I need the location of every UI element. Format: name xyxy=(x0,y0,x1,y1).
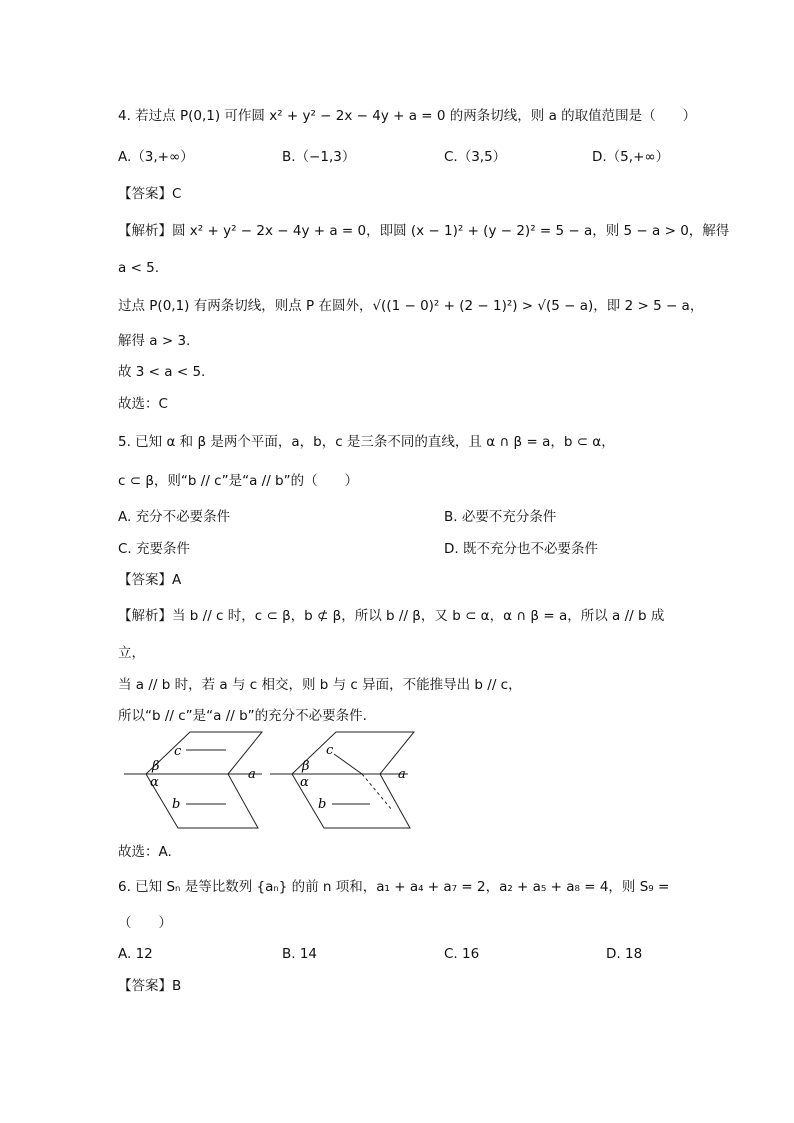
q4-analysis-line-5: 故 3 < a < 5. xyxy=(118,364,206,380)
q4-option-c: C.（3,5） xyxy=(444,149,507,165)
q5-analysis-line-1: 【解析】当 b // c 时，c ⊂ β，b ⊄ β，所以 b // β，又 b ⊂ α，α ∩ β = a，所以 a // b 成 xyxy=(118,608,665,624)
label-c-right: c xyxy=(326,743,334,758)
q5-stem-line-2: c ⊂ β，则“b // c”是“a // b”的（ ） xyxy=(118,473,359,489)
label-b-left: b xyxy=(172,797,181,812)
q4-analysis-line-4: 解得 a > 3. xyxy=(118,333,191,349)
q4-analysis-line-3: 过点 P(0,1) 有两条切线，则点 P 在圆外，√((1 − 0)² + (2 − 1)²) > √(5 − a)，即 2 > 5 − a， xyxy=(118,298,704,314)
q4-option-b: B.（−1,3） xyxy=(282,149,356,165)
q5-option-b: B. 必要不充分条件 xyxy=(444,509,557,525)
label-alpha-right: α xyxy=(300,775,309,790)
label-a-right: a xyxy=(398,767,406,782)
q4-stem: 4. 若过点 P(0,1) 可作圆 x² + y² − 2x − 4y + a = 0 的两条切线，则 a 的取值范围是（ ） xyxy=(118,108,697,124)
diagram-left xyxy=(124,732,262,828)
line-c-hidden xyxy=(362,774,392,810)
q5-stem-line-1: 5. 已知 α 和 β 是两个平面，a，b，c 是三条不同的直线，且 α ∩ β = a，b ⊂ α， xyxy=(118,434,615,450)
q6-option-c: C. 16 xyxy=(444,946,480,962)
label-c-left: c xyxy=(174,744,182,759)
q4-analysis-line-1: 【解析】圆 x² + y² − 2x − 4y + a = 0，即圆 (x − 1)² + (y − 2)² = 5 − a，则 5 − a > 0，解得 xyxy=(118,223,730,239)
q5-option-a: A. 充分不必要条件 xyxy=(118,509,231,525)
q5-option-d: D. 既不充分也不必要条件 xyxy=(444,541,598,557)
q4-conclusion: 故选：C xyxy=(118,396,168,412)
label-a-left: a xyxy=(248,767,256,782)
label-alpha-left: α xyxy=(150,775,159,790)
planes-diagram xyxy=(118,728,418,832)
q6-stem-bracket: （ ） xyxy=(118,915,172,931)
label-b-right: b xyxy=(318,797,327,812)
q4-option-a: A.（3,+∞） xyxy=(118,149,194,165)
q5-option-c: C. 充要条件 xyxy=(118,541,191,557)
q5-analysis-line-3: 当 a // b 时，若 a 与 c 相交，则 b 与 c 异面，不能推导出 b // c， xyxy=(118,677,522,693)
plane-alpha-left xyxy=(146,774,258,828)
q5-conclusion: 故选：A. xyxy=(118,844,172,860)
q6-option-b: B. 14 xyxy=(282,946,318,962)
q6-stem: 6. 已知 Sₙ 是等比数列 {aₙ} 的前 n 项和，a₁ + a₄ + a₇ = 2，a₂ + a₅ + a₈ = 4，则 S₉ = xyxy=(118,879,670,895)
q5-answer: 【答案】A xyxy=(118,572,182,588)
q6-answer: 【答案】B xyxy=(118,978,182,994)
plane-beta-left xyxy=(146,732,262,774)
q5-analysis-line-4: 所以“b // c”是“a // b”的充分不必要条件. xyxy=(118,708,367,724)
plane-alpha-right xyxy=(292,774,410,828)
label-beta-left: β xyxy=(152,759,160,774)
q5-analysis-line-2: 立， xyxy=(118,645,145,661)
q6-option-a: A. 12 xyxy=(118,946,153,962)
q4-answer: 【答案】C xyxy=(118,186,182,202)
q4-analysis-line-2: a < 5. xyxy=(118,260,160,276)
label-beta-right: β xyxy=(302,759,310,774)
line-c-right xyxy=(334,754,362,774)
q6-option-d: D. 18 xyxy=(606,946,643,962)
q4-option-d: D.（5,+∞） xyxy=(592,149,670,165)
diagram-right xyxy=(270,732,414,828)
